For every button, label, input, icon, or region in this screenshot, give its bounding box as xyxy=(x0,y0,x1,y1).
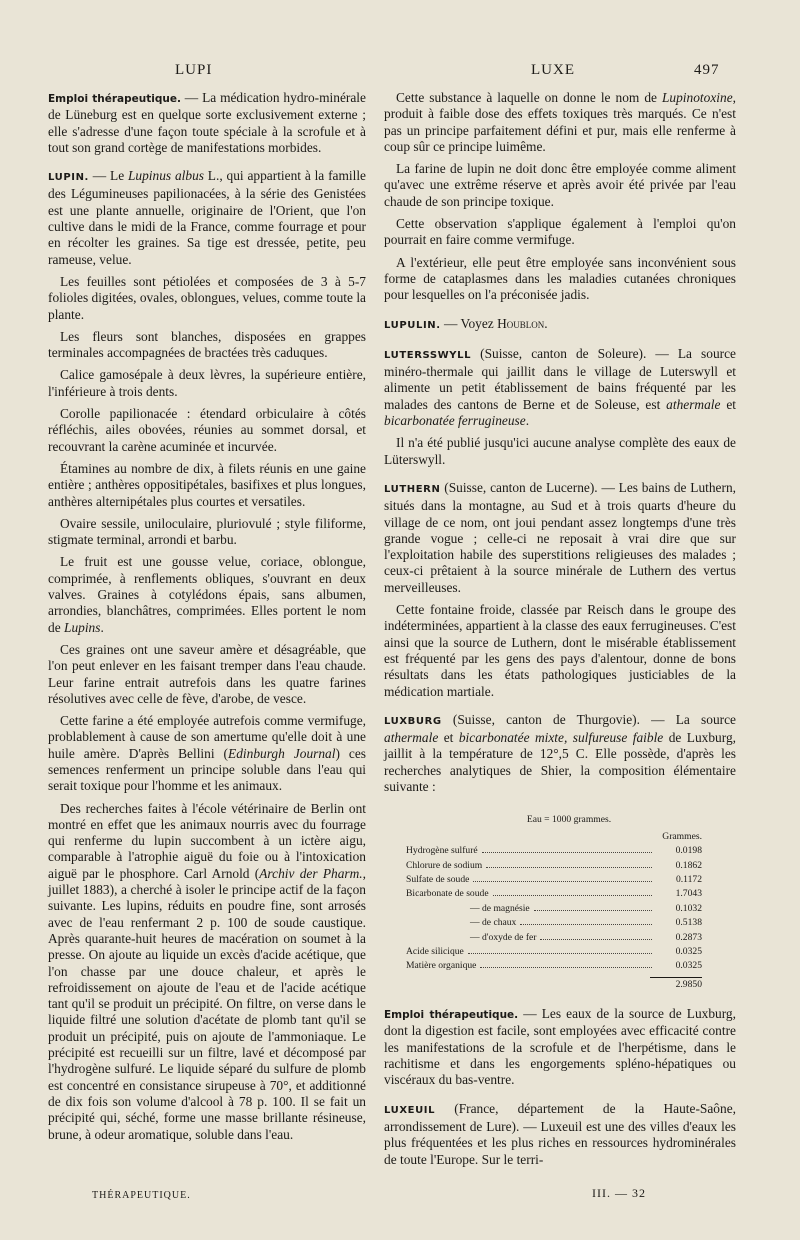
paragraph: Cette fontaine froide, classée par Reisch dans le groupe des indéterminées, appartient à la classe des eaux ferrugineuses. C'est ainsi que la source de Luthern, dont le misérable établissement est fréquenté par les gens des pays d'alentour, donne de bons résultats dans les états pathologiques justiciables de la médication martiale. xyxy=(384,602,736,699)
table-cell-label: Hydrogène sulfuré xyxy=(406,845,478,857)
entry-luxburg: LUXBURG (Suisse, canton de Thurgovie). — La source athermale et bicarbonatée mixte, sulfureuse faible de Luxburg, jaillit à la température de 12°,5 C. Elle possède, d'après les recherches analytiques de Shier, la composition élémentaire suivante : xyxy=(384,711,737,794)
table-cell-value: 0.0325 xyxy=(675,960,702,972)
entry-luthern: LUTHERN (Suisse, canton de Lucerne). — Les bains de Luthern, situés dans la montagne, au Sud et à trois quarts d'heure du village de ce nom, ont joui pendant assez longtemps d'une très grande vogue ; celle-ci ne reposait à vrai dire que sur l'exploitation habile des superstitions religieuses des malades ; ceux-ci prêtaient à la source minérale de Luthern des vertus merveilleuses. xyxy=(384,479,736,595)
headword: LUPIN. xyxy=(48,172,89,184)
headword: LUPULIN. xyxy=(384,319,441,331)
table-row xyxy=(406,887,702,901)
table-cell-label: Sulfate de soude xyxy=(406,873,470,885)
table-unit: Grammes. xyxy=(662,830,702,842)
left-column xyxy=(48,90,366,1149)
cross-reference-link[interactable]: Houblon xyxy=(497,315,545,331)
table-cell-value: 0.0198 xyxy=(675,845,702,857)
paragraph: Emploi thérapeutique. — Les eaux de la source de Luxburg, dont la digestion est facile, sont employées avec efficacité contre les manifestations de la scrofule et de l'herpétisme, dans le rachitisme et dans les engorgements spléno-hépatiques ou viscéraux du bas-ventre. xyxy=(384,1006,736,1088)
footer-signature: III. — 32 xyxy=(592,1186,646,1200)
leader-dots xyxy=(534,910,652,911)
paragraph: Cette farine a été employée autrefois comme vermifuge, problablement à cause de son amertume qu'elle doit à une huile amère. D'après Bellini (Edinburgh Journal) ces semences renferment un principe soluble dans l'eau qui serait toxique pour l'homme et les animaux. xyxy=(48,713,367,794)
table-cell-value: 0.5138 xyxy=(675,917,702,929)
table-cell-label: Bicarbonate de soude xyxy=(406,888,489,900)
paragraph: Ces graines ont une saveur amère et désagréable, que l'on peut enlever en les faisant tremper dans l'eau chaude. Leur farine entrait autrefois dans les quatre farines résolutives avec celle de fève, d'arobe, de vesce. xyxy=(48,641,366,706)
leader-dots xyxy=(520,924,652,925)
paragraph: Corolle papilionacée : étendard orbiculaire à côtés réfléchis, ailes obovées, réunies au sommet dorsal, et recouvrant la carène acuminée et incurvée. xyxy=(48,406,366,454)
table-row xyxy=(406,859,702,873)
leader-dots xyxy=(540,939,652,940)
table-cell-label: Chlorure de sodium xyxy=(406,859,483,871)
table-row xyxy=(406,844,702,858)
running-head-left: LUPI xyxy=(175,62,213,78)
paragraph: Ovaire sessile, uniloculaire, pluriovulé ; style filiforme, stigmate terminal, arrondi et barbu. xyxy=(48,515,366,548)
headword: LUXEUIL xyxy=(384,1104,436,1116)
entry-luxeuil: LUXEUIL (France, département de la Haute-Saône, arrondissement de Lure). — Luxeuil est une des villes d'eaux les plus fréquentées et les plus riches en ressources hydrominérales de toute l'Europe. Sur le terri- xyxy=(384,1100,736,1167)
leader-dots xyxy=(486,867,652,868)
table-cell-value: 0.1032 xyxy=(675,902,702,914)
table-cell-label: Acide silicique xyxy=(406,945,464,957)
paragraph: Il n'a été publié jusqu'ici aucune analyse complète des eaux de Lüterswyll. xyxy=(384,435,736,467)
leader-dots xyxy=(493,895,652,896)
headword: LUTERSSWYLL xyxy=(384,349,472,361)
paragraph: Cette substance à laquelle on donne le nom de Lupinotoxine, produit à faible dose des effets toxiques très marqués. Ce n'est pas un principe parfaitement défini et pur, mais elle renferme à coup sûr ce principe luimême. xyxy=(384,90,736,154)
headword: LUXBURG xyxy=(384,715,442,727)
page-number: 497 xyxy=(694,62,720,78)
headword: LUTHERN xyxy=(384,483,441,495)
table-row xyxy=(406,873,702,887)
paragraph: Cette observation s'applique également à l'emploi qu'on pourrait en faire comme vermifuge. xyxy=(384,216,736,248)
right-column xyxy=(384,90,736,1174)
entry-lutersswyll: LUTERSSWYLL (Suisse, canton de Soleure). — La source minéro-thermale qui jaillit dans le village de Luterswyll et alimente un petit établissement de bains fréquenté par les malades des cantons de Berne et de Soleuse, est athermale et bicarbonatée ferrugineuse. xyxy=(384,345,736,429)
table-cell-value: 0.1172 xyxy=(675,873,702,885)
table-cell-value: 0.0325 xyxy=(675,945,702,957)
paragraph: Le fruit est une gousse velue, coriace, oblongue, comprimée, à renflements obliques, s'ouvrant en deux valves. Graines à cotylédons épais, sans albumen, arrondies, blanchâtres, comprimées. Elles portent le nom de Lupins. xyxy=(48,554,366,635)
footer-left: THÉRAPEUTIQUE. xyxy=(92,1190,191,1201)
paragraph: La farine de lupin ne doit donc être employée comme aliment qu'avec une extrême réserve et après avoir été privée par l'eau chaude de son principe toxique. xyxy=(384,161,736,209)
table-caption: Eau = 1000 grammes. xyxy=(526,814,612,826)
composition-table xyxy=(406,813,702,992)
table-row xyxy=(406,945,702,959)
paragraph: Des recherches faites à l'école vétérinaire de Berlin ont montré en effet que les animaux nourris avec du fourrage qui renferme du lupin succombent à un ictère aigu, comparable à l'atrophie aiguë du foie ou à l'intoxication aiguë par le phosphore. Carl Arnold (Archiv der Pharm., juillet 1883), a cherché à isoler le principe actif de la façon suivante. Les lupins, réduits en poudre fine, sont arrosés avec de l'eau renfermant 2 p. 100 de soude caustique. Après quarante-huit heures de macération on soumet à la presse. On ajoute au liquide un excès d'acide acétique, que l'on chasse par une douce chaleur, et après le refroidissement on ajoute de l'eau et de l'acide acétique tant qu'il se produit un précipité. On filtre, on verse dans le liquide filtré une solution d'acétate de plomb tant qu'il se produit un précipité, puis on ajoute de l'ammoniaque. Le précipité est recueilli sur un filtre, lavé et décomposé par l'hydrogène sulfuré. Le liquide séparé du sulfure de plomb est concentré en consistance sirupeuse à 70°, et additionné de dix fois son volume d'alcool à 78 p. 100. Il se fait un précipité qui, séché, forme une masse brillante résineuse, brune, à odeur aromatique, soluble dans l'eau. xyxy=(48,800,366,1142)
table-row xyxy=(406,931,702,945)
leader-dots xyxy=(468,953,652,954)
paragraph: Calice gamosépale à deux lèvres, la supérieure entière, l'inférieure à trois dents. xyxy=(48,367,366,399)
leader-dots xyxy=(482,852,652,853)
table-cell-label: — d'oxyde de fer xyxy=(470,931,537,943)
table-cell-value: 0.2873 xyxy=(675,931,702,943)
leader-dots xyxy=(480,967,652,968)
table-cell-value: 1.7043 xyxy=(675,888,702,900)
table-cell-label: — de magnésie xyxy=(470,902,530,914)
table-row xyxy=(406,959,702,973)
table-row xyxy=(406,902,702,916)
table-row xyxy=(406,916,702,930)
table-cell-label: Matière organique xyxy=(406,960,477,972)
paragraph: Les feuilles sont pétiolées et composées de 3 à 5-7 folioles digitées, ovales, oblongues, velues, comme toute la plante. xyxy=(48,273,366,322)
table-cell-label: — de chaux xyxy=(470,917,517,929)
table-cell-value: 0.1862 xyxy=(675,859,702,871)
entry-lupin: LUPIN. — Le Lupinus albus L., qui appartient à la famille des Légumineuses papilionacées, à la série des Genistées est une plante annuelle, originaire de l'Orient, que l'on cultive dans le midi de la France, comme fourrage et pour en récolter les graines. Sa tige est dressée, petite, peu rameuse, velue. xyxy=(48,168,367,267)
paragraph: Étamines au nombre de dix, à filets réunis en une gaine entière ; anthères oppositipétales, basifixes et plus longues, anthères alternipétales plus courtes et versatiles. xyxy=(48,460,366,509)
subheading: Emploi thérapeutique. xyxy=(48,93,181,105)
paragraph: Emploi thérapeutique. — La médication hydro-minérale de Lüneburg est en quelque sorte exclusivement externe ; elle s'adresse d'une façon toute spéciale à la scrofule et à tout son grand cortège de manifestations morbides. xyxy=(48,90,366,155)
subheading: Emploi thérapeutique. xyxy=(384,1009,519,1022)
table-total: 2.9850 xyxy=(675,978,702,990)
leader-dots xyxy=(473,881,652,882)
entry-lupulin: LUPULIN. — Voyez Houblon. xyxy=(384,315,548,331)
table-body xyxy=(406,844,702,974)
running-head-center: LUXE xyxy=(531,62,575,78)
paragraph: A l'extérieur, elle peut être employée sans inconvénient sous forme de cataplasmes dans les maladies cutanées chroniques pour lesquelles on l'a préconisée jadis. xyxy=(384,254,736,303)
paragraph: Les fleurs sont blanches, disposées en grappes terminales accompagnées de bractées très caduques. xyxy=(48,328,366,361)
